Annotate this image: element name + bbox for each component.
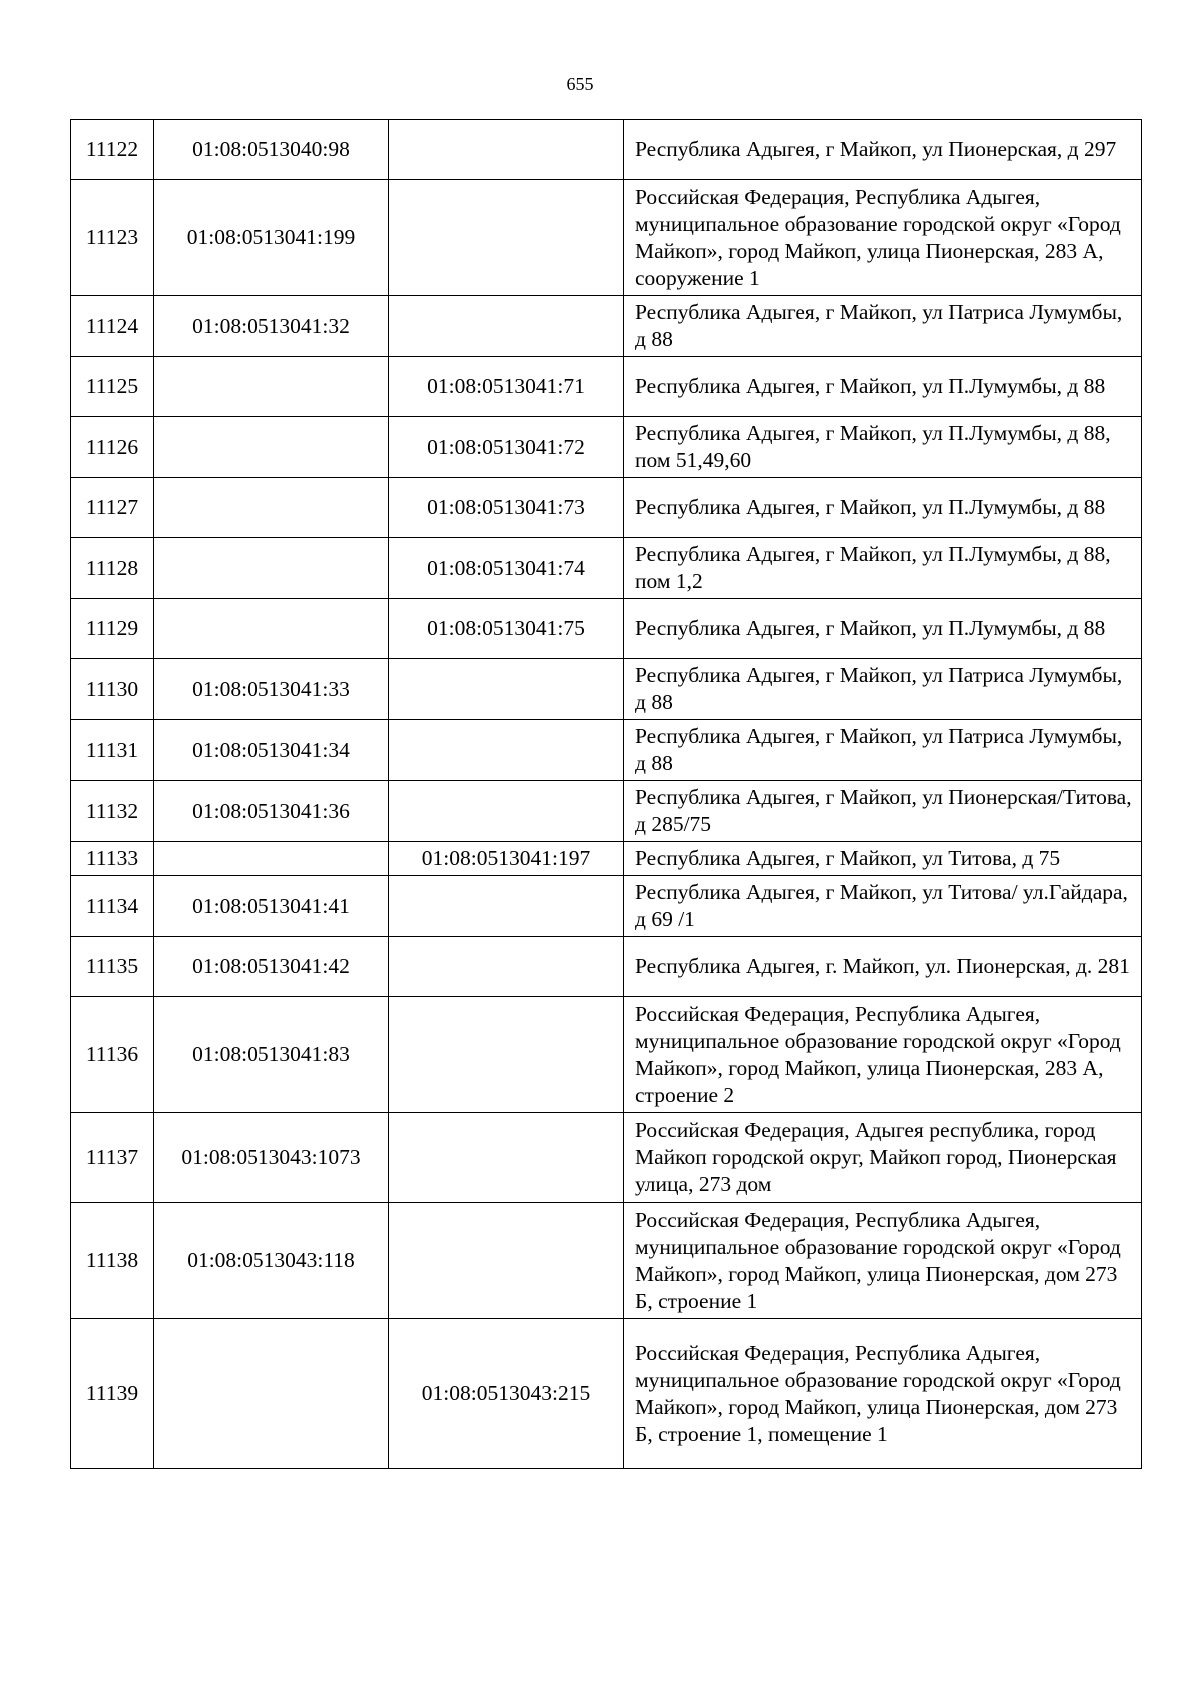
land-cadastral-number-cell: 01:08:0513041:33 (154, 659, 389, 720)
table-row (71, 478, 1142, 538)
table-row (71, 1319, 1142, 1469)
building-cadastral-number-cell: 01:08:0513041:75 (389, 599, 624, 659)
address-cell: Республика Адыгея, г Майкоп, ул П.Лумумбы, д 88, пом 1,2 (624, 538, 1142, 599)
row-number-cell: 11126 (71, 417, 154, 478)
row-number-cell: 11127 (71, 478, 154, 538)
land-cadastral-number-cell (154, 357, 389, 417)
address-cell: Республика Адыгея, г Майкоп, ул П.Лумумбы, д 88 (624, 478, 1142, 538)
building-cadastral-number-cell (389, 659, 624, 720)
table-row (71, 842, 1142, 876)
table-row (71, 876, 1142, 937)
row-number-cell: 11134 (71, 876, 154, 937)
row-number-cell: 11137 (71, 1113, 154, 1203)
land-cadastral-number-cell: 01:08:0513041:36 (154, 781, 389, 842)
address-cell: Республика Адыгея, г Майкоп, ул Титова, д 75 (624, 842, 1142, 876)
table-row (71, 120, 1142, 180)
table-row (71, 1203, 1142, 1319)
table-row (71, 781, 1142, 842)
land-cadastral-number-cell: 01:08:0513041:34 (154, 720, 389, 781)
address-cell: Республика Адыгея, г Майкоп, ул П.Лумумбы, д 88 (624, 599, 1142, 659)
row-number-cell: 11128 (71, 538, 154, 599)
row-number-cell: 11136 (71, 997, 154, 1113)
address-cell: Республика Адыгея, г Майкоп, ул П.Лумумбы, д 88 (624, 357, 1142, 417)
address-cell: Российская Федерация, Республика Адыгея, муниципальное образование городской округ «Город Майкоп», город Майкоп, улица Пионерская, дом 273 Б, строение 1, помещение 1 (624, 1319, 1142, 1469)
row-number-cell: 11125 (71, 357, 154, 417)
building-cadastral-number-cell: 01:08:0513041:197 (389, 842, 624, 876)
land-cadastral-number-cell (154, 538, 389, 599)
land-cadastral-number-cell (154, 417, 389, 478)
building-cadastral-number-cell (389, 120, 624, 180)
address-cell: Российская Федерация, Республика Адыгея, муниципальное образование городской округ «Город Майкоп», город Майкоп, улица Пионерская, 283 А, строение 2 (624, 997, 1142, 1113)
land-cadastral-number-cell: 01:08:0513043:118 (154, 1203, 389, 1319)
building-cadastral-number-cell: 01:08:0513043:215 (389, 1319, 624, 1469)
table-row (71, 599, 1142, 659)
land-cadastral-number-cell: 01:08:0513041:42 (154, 937, 389, 997)
land-cadastral-number-cell (154, 478, 389, 538)
table-row (71, 357, 1142, 417)
registry-table (70, 119, 1142, 1469)
address-cell: Республика Адыгея, г Майкоп, ул Патриса Лумумбы, д 88 (624, 296, 1142, 357)
building-cadastral-number-cell (389, 781, 624, 842)
row-number-cell: 11135 (71, 937, 154, 997)
table-row (71, 720, 1142, 781)
building-cadastral-number-cell: 01:08:0513041:72 (389, 417, 624, 478)
building-cadastral-number-cell (389, 296, 624, 357)
building-cadastral-number-cell (389, 180, 624, 296)
table-row (71, 417, 1142, 478)
table-row (71, 538, 1142, 599)
registry-table-body (71, 120, 1142, 1469)
page-number: 655 (566, 74, 594, 94)
address-cell: Республика Адыгея, г Майкоп, ул Патриса Лумумбы, д 88 (624, 659, 1142, 720)
address-cell: Республика Адыгея, г Майкоп, ул Пионерская/Титова, д 285/75 (624, 781, 1142, 842)
address-cell: Республика Адыгея, г. Майкоп, ул. Пионерская, д. 281 (624, 937, 1142, 997)
building-cadastral-number-cell (389, 1203, 624, 1319)
building-cadastral-number-cell: 01:08:0513041:71 (389, 357, 624, 417)
land-cadastral-number-cell (154, 1319, 389, 1469)
table-row (71, 937, 1142, 997)
building-cadastral-number-cell (389, 1113, 624, 1203)
building-cadastral-number-cell: 01:08:0513041:73 (389, 478, 624, 538)
address-cell: Республика Адыгея, г Майкоп, ул П.Лумумбы, д 88, пом 51,49,60 (624, 417, 1142, 478)
address-cell: Республика Адыгея, г Майкоп, ул Патриса Лумумбы, д 88 (624, 720, 1142, 781)
row-number-cell: 11123 (71, 180, 154, 296)
table-row (71, 1113, 1142, 1203)
address-cell: Российская Федерация, Республика Адыгея, муниципальное образование городской округ «Город Майкоп», город Майкоп, улица Пионерская, дом 273 Б, строение 1 (624, 1203, 1142, 1319)
land-cadastral-number-cell: 01:08:0513040:98 (154, 120, 389, 180)
table-row (71, 659, 1142, 720)
address-cell: Российская Федерация, Адыгея республика, город Майкоп городской округ, Майкоп город, Пионерская улица, 273 дом (624, 1113, 1142, 1203)
row-number-cell: 11133 (71, 842, 154, 876)
row-number-cell: 11130 (71, 659, 154, 720)
address-cell: Республика Адыгея, г Майкоп, ул Титова/ ул.Гайдара, д 69 /1 (624, 876, 1142, 937)
land-cadastral-number-cell: 01:08:0513041:41 (154, 876, 389, 937)
land-cadastral-number-cell (154, 842, 389, 876)
row-number-cell: 11131 (71, 720, 154, 781)
table-row (71, 180, 1142, 296)
building-cadastral-number-cell (389, 997, 624, 1113)
land-cadastral-number-cell: 01:08:0513043:1073 (154, 1113, 389, 1203)
table-row (71, 296, 1142, 357)
row-number-cell: 11129 (71, 599, 154, 659)
land-cadastral-number-cell: 01:08:0513041:83 (154, 997, 389, 1113)
land-cadastral-number-cell: 01:08:0513041:199 (154, 180, 389, 296)
land-cadastral-number-cell: 01:08:0513041:32 (154, 296, 389, 357)
address-cell: Республика Адыгея, г Майкоп, ул Пионерская, д 297 (624, 120, 1142, 180)
building-cadastral-number-cell: 01:08:0513041:74 (389, 538, 624, 599)
building-cadastral-number-cell (389, 720, 624, 781)
building-cadastral-number-cell (389, 937, 624, 997)
land-cadastral-number-cell (154, 599, 389, 659)
row-number-cell: 11124 (71, 296, 154, 357)
row-number-cell: 11122 (71, 120, 154, 180)
row-number-cell: 11139 (71, 1319, 154, 1469)
address-cell: Российская Федерация, Республика Адыгея, муниципальное образование городской округ «Город Майкоп», город Майкоп, улица Пионерская, 283 А, сооружение 1 (624, 180, 1142, 296)
building-cadastral-number-cell (389, 876, 624, 937)
table-row (71, 997, 1142, 1113)
row-number-cell: 11132 (71, 781, 154, 842)
row-number-cell: 11138 (71, 1203, 154, 1319)
